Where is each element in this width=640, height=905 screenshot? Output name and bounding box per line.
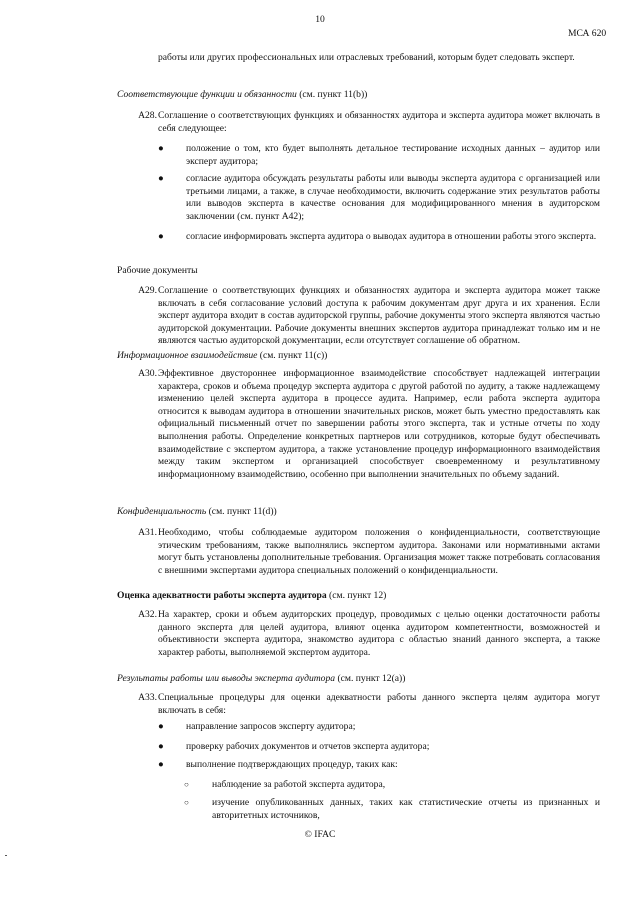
paragraph-number: A31. <box>138 527 157 538</box>
subheading-working-papers <box>117 265 597 278</box>
section-heading-title: Оценка адекватности работы эксперта аудитора <box>117 590 327 601</box>
subheading-ref: (см. пункт 12(a)) <box>335 673 406 684</box>
paragraph-text: Эффективное двустороннее информационное взаимодействие способствует надлежащей интеграции характера, сроков и объема процедур эксперта аудитора с другой работой по аудиту, а также надлежащему изменению целей эксперта аудитора в процессе аудита. Например, если работа эксперта аудитора относится к выводам аудитора в отношении значительных рисков, может быть уместно предоставлять как официальный письменный отчет по завершении работы этого эксперта, так и устные отчеты по ходу выполнения работы. Определение конкретных партнеров или сотрудников, которые будут обеспечивать взаимодействие с экспертом аудитора, а также установление процедур информационного взаимодействия между таким экспертом и организацией способствует своевременному и результативному информационному взаимодействию, особенно при выполнении значительных по объему заданий. <box>158 368 600 480</box>
subheading-title: Рабочие документы <box>117 265 198 276</box>
section-heading <box>117 590 386 603</box>
bullet-icon: ● <box>158 741 164 752</box>
sub-list-item <box>184 797 600 822</box>
list-item <box>158 231 600 244</box>
list-item <box>158 741 600 754</box>
subheading-ref: (см. пункт 11(b)) <box>296 89 368 100</box>
section-heading-ref: (см. пункт 12) <box>326 590 387 601</box>
bullet-icon: ● <box>158 143 164 154</box>
paragraph-a31 <box>117 527 600 577</box>
subheading-title: Информационное взаимодействие <box>117 350 258 361</box>
subheading-title: Результаты работы или выводы эксперта аудитора <box>117 673 336 684</box>
paragraph-a29 <box>117 285 600 348</box>
paragraph-a28 <box>117 110 600 135</box>
paragraph-a30 <box>117 368 600 481</box>
list-item-text: направление запросов эксперту аудитора; <box>186 721 356 732</box>
subheading-communication <box>117 350 597 363</box>
subheading-title: Соответствующие функции и обязанности <box>117 89 297 100</box>
paragraph-number: A30. <box>138 368 157 379</box>
scan-mark <box>5 855 7 856</box>
subheading-ref: (см. пункт 11(c)) <box>257 350 328 361</box>
list-item-text: выполнение подтверждающих процедур, таких как: <box>186 759 398 770</box>
paragraph-number: A29. <box>138 285 157 296</box>
list-item-text: положение о том, кто будет выполнять детальное тестирование исходных данных – аудитор или эксперт аудитора; <box>186 143 600 167</box>
sub-list-item-text: изучение опубликованных данных, таких как статистические отчеты из признанных и авторитетных источников, <box>212 797 600 821</box>
sub-list-item-text: наблюдение за работой эксперта аудитора, <box>212 779 386 790</box>
bullet-icon: ● <box>158 721 164 732</box>
list-item-text: согласие аудитора обсуждать результаты работы или выводы эксперта аудитора с организацией или третьими лицами, а также, в случае необходимости, включить содержание этих результатов работы или выводов эксперта в качестве основания для модифицированного мнения в аудиторском заключении (см. пункт A42); <box>186 173 600 222</box>
paragraph-text: Необходимо, чтобы соблюдаемые аудитором положения о конфиденциальности, соответствующие этическим требованиям, также выполнялись экспертом аудитора. Законами или нормативными актами могут быть установлены дополнительные требования. Организация может также потребовать согласования с внешними экспертами аудитора специальных положений о конфиденциальности. <box>158 527 600 576</box>
paragraph-number: A33. <box>138 692 157 703</box>
bullet-icon: ● <box>158 231 164 242</box>
paragraph-a32 <box>117 609 600 659</box>
list-item <box>158 759 600 772</box>
subheading-functions <box>117 89 597 102</box>
circle-bullet-icon: ○ <box>184 798 189 807</box>
continuation-text: работы или других профессиональных или отраслевых требований, которым будет следовать эксперт. <box>158 52 575 63</box>
paragraph-a33 <box>117 692 600 717</box>
paragraph-text: На характер, сроки и объем аудиторских процедур, проводимых с целью оценки достаточности работы данного эксперта для целей аудитора, влияют оценка аудитором компетентности, возможностей и объективности эксперта аудитора, знакомство аудитора с областью знаний данного эксперта, а также характер работы, выполняемой экспертом аудитора. <box>158 609 600 658</box>
list-item-text: проверку рабочих документов и отчетов эксперта аудитора; <box>186 741 430 752</box>
list-item <box>158 721 600 734</box>
subheading-confidentiality <box>117 506 597 519</box>
subheading-results <box>117 673 597 686</box>
subheading-ref: (см. пункт 11(d)) <box>206 506 277 517</box>
paragraph-text: Соглашение о соответствующих функциях и обязанностях аудитора и эксперта аудитора может включать в себя следующее: <box>158 110 600 134</box>
document-id: МСА 620 <box>568 28 607 39</box>
footer-copyright: © IFAC <box>304 829 336 840</box>
subheading-title: Конфиденциальность <box>117 506 207 517</box>
list-item-text: согласие информировать эксперта аудитора о выводах аудитора в отношении работы этого эксперта. <box>186 231 597 242</box>
paragraph-number: A28. <box>138 110 157 121</box>
bullet-icon: ● <box>158 759 164 770</box>
page-number: 10 <box>315 14 325 25</box>
sub-list-item <box>184 779 600 792</box>
paragraph-text: Соглашение о соответствующих функциях и обязанностях аудитора и эксперта аудитора может также включать в себя согласование условий доступа к рабочим документам друг друга и их хранения. Если эксперт аудитора входит в состав аудиторской группы, рабочие документы этого эксперта являются частью аудиторской документации. Рабочие документы внешних экспертов аудитора принадлежат только им и не являются частью аудиторской документации, если отсутствует соглашение об обратном. <box>158 285 600 347</box>
list-item <box>158 143 600 168</box>
paragraph-number: A32. <box>138 609 157 620</box>
bullet-icon: ● <box>158 173 164 184</box>
paragraph-text: Специальные процедуры для оценки адекватности работы данного эксперта целям аудитора могут включать в себя: <box>158 692 600 716</box>
circle-bullet-icon: ○ <box>184 780 189 789</box>
list-item <box>158 173 600 223</box>
